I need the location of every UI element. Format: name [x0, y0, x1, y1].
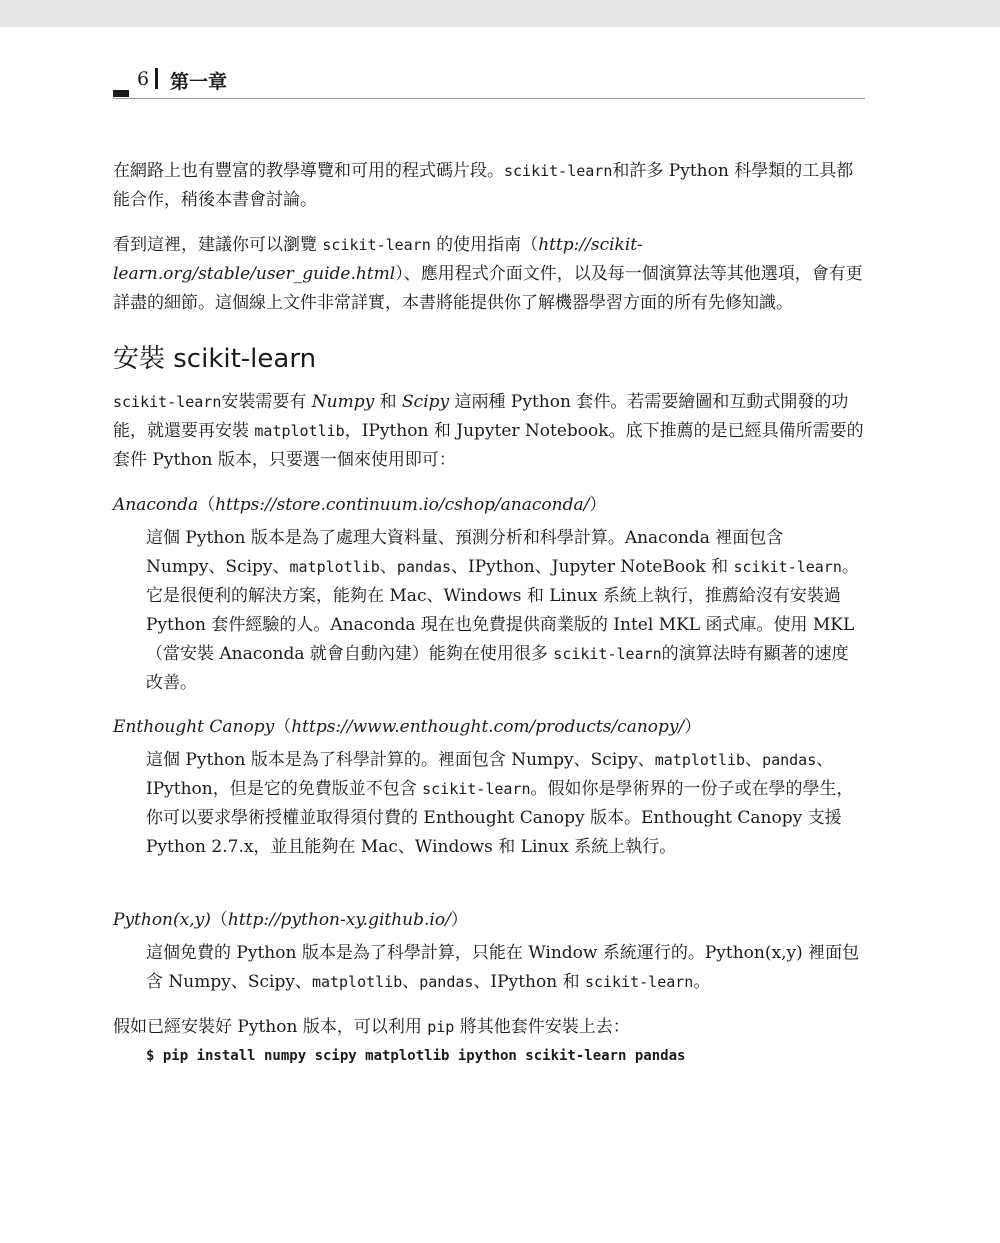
- top-bar: [0, 0, 1000, 27]
- running-header: [113, 64, 865, 99]
- intro-paragraph-1: 在網路上也有豐富的教學導覽和可用的程式碼片段。scikit-learn和許多 Python 科學類的工具都能合作，稍後本書會討論。: [113, 161, 854, 210]
- distro-title-canopy: Enthought Canopy（https://www.enthought.com/products/canopy/）: [113, 717, 702, 737]
- distro-desc-anaconda: 這個 Python 版本是為了處理大資料量、預測分析和科學計算。Anaconda 裡面包含 Numpy、Scipy、matplotlib、pandas、IPython、Jupyter NoteBook 和 scikit-learn。它是很便利的解決方案，能夠在 Mac、Windows 和 Linux 系統上執行，推薦給沒有安裝過 Python 套件經驗的人。Anaconda 現在也免費提供商業版的 Intel MKL 函式庫。使用 MKL（當安裝 Anaconda 就會自動內建）能夠在使用很多 scikit-learn的演算法時有顯著的速度改善。: [146, 528, 859, 693]
- distro-desc-pythonxy: 這個免費的 Python 版本是為了科學計算，只能在 Window 系統運行的。Python(x,y) 裡面包含 Numpy、Scipy、matplotlib、pandas、IPython 和 scikit-learn。: [146, 943, 860, 992]
- page-number: 6: [137, 68, 150, 90]
- intro-paragraph-2: 看到這裡，建議你可以瀏覽 scikit-learn 的使用指南（http://scikit-learn.org/stable/user_guide.html）、應用程式介面文件，以及每一個演算法等其他選項，會有更詳盡的細節。這個線上文件非常詳實，本書將能提供你了解機器學習方面的所有先修知識。: [113, 235, 863, 313]
- pip-command: $ pip install numpy scipy matplotlib ipython scikit-learn pandas: [146, 1048, 686, 1064]
- chapter-title: 第一章: [170, 71, 228, 93]
- pythonxy-link[interactable]: http://python-xy.github.io/: [227, 910, 451, 930]
- anaconda-link[interactable]: https://store.continuum.io/cshop/anaconda/: [215, 495, 590, 515]
- pip-paragraph: 假如已經安裝好 Python 版本，可以利用 pip 將其他套件安裝上去：: [113, 1017, 630, 1037]
- distro-title-pythonxy: Python(x,y)（http://python-xy.github.io/）: [113, 910, 468, 930]
- distro-desc-canopy: 這個 Python 版本是為了科學計算的。裡面包含 Numpy、Scipy、matplotlib、pandas、IPython，但是它的免費版並不包含 scikit-learn。假如你是學術界的一份子或在學的學生，你可以要求學術授權並取得須付費的 Enthought Canopy 版本。Enthought Canopy 支援 Python 2.7.x，並且能夠在 Mac、Windows 和 Linux 系統上執行。: [146, 750, 854, 857]
- distro-title-anaconda: Anaconda（https://store.continuum.io/cshop/anaconda/）: [113, 495, 607, 515]
- canopy-link[interactable]: https://www.enthought.com/products/canopy/: [291, 717, 685, 737]
- section-heading: 安裝 scikit-learn: [113, 344, 317, 374]
- header-separator: [155, 68, 158, 89]
- install-paragraph: scikit-learn安裝需要有 Numpy 和 Scipy 這兩種 Python 套件。若需要繪圖和互動式開發的功能，就還要再安裝 matplotlib，IPython 和 Jupyter Notebook。底下推薦的是已經具備所需要的套件 Python 版本，只要選一個來使用即可：: [113, 392, 864, 470]
- header-mark: [113, 90, 129, 97]
- user-guide-link[interactable]: http://scikit-learn.org/stable/user_guide.html: [113, 235, 643, 284]
